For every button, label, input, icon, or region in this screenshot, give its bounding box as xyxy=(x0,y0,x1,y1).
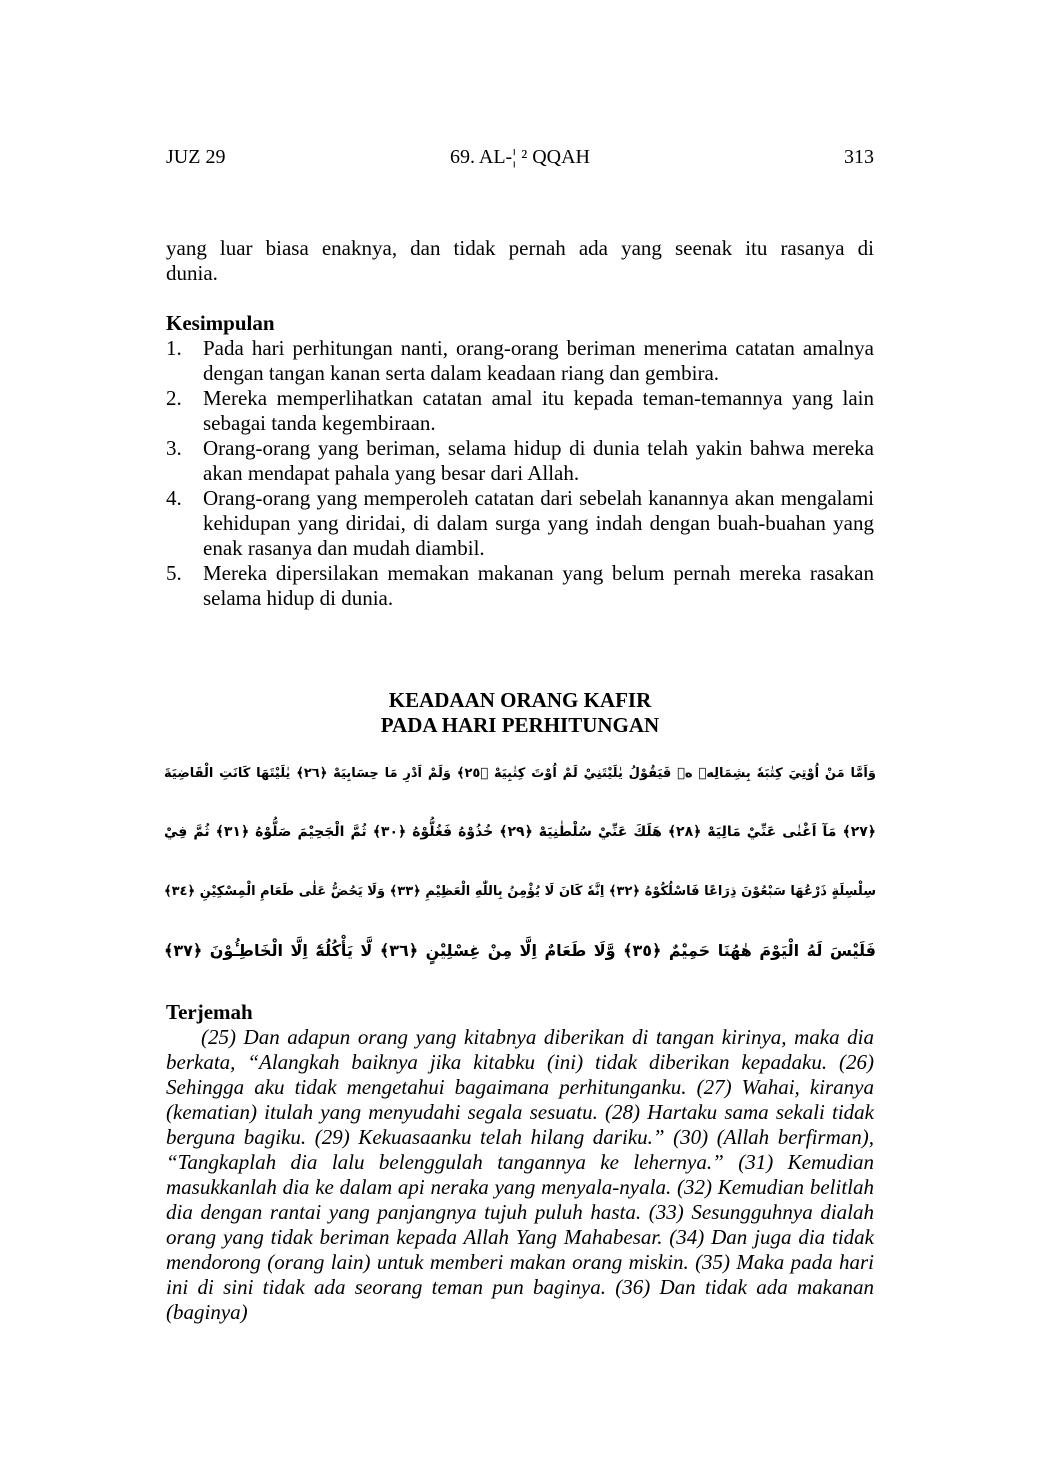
list-item-text: Pada hari perhitungan nanti, orang-orang beriman menerima catatan amalnya dengan tangan kanan serta dalam keadaan riang dan gembira. xyxy=(203,336,874,385)
surah-title: 69. AL-¦ ² QQAH xyxy=(450,146,590,168)
kesimpulan-heading: Kesimpulan xyxy=(166,311,275,335)
juz-label: JUZ 29 xyxy=(166,146,226,168)
terjemah-heading: Terjemah xyxy=(166,1000,253,1024)
terjemah-paragraph: (25) Dan adapun orang yang kitabnya diberikan di tangan kirinya, maka dia berkata, “Alangkah baiknya jika kitabku (ini) tidak diberikan kepadaku. (26) Sehingga aku tidak mengetahui bagaimana perhitunganku. (27) Wahai, kiranya (kematian) itulah yang menyudahi segala sesuatu. (28) Hartaku sama sekali tidak berguna bagiku. (29) Kekuasaanku telah hilang dariku.” (30) (Allah berfirman), “Tangkaplah dia lalu belenggulah tangannya ke lehernya.” (31) Kemudian masukkanlah dia ke dalam api neraka yang menyala-nyala. (32) Kemudian belitlah dia dengan rantai yang panjangnya tujuh puluh hasta. (33) Sesungguhnya dialah orang yang tidak beriman kepada Allah Yang Mahabesar. (34) Dan juga dia tidak mendorong (orang lain) untuk memberi makan orang miskin. (35) Maka pada hari ini di sini tidak ada seorang teman pun baginya. (36) Dan tidak ada makanan (baginya) xyxy=(166,1025,874,1324)
list-item-text: Orang-orang yang memperoleh catatan dari sebelah kanannya akan mengalami kehidupan yang diridai, di dalam surga yang indah dengan buah-buahan yang enak rasanya dan mudah diambil. xyxy=(203,486,874,560)
intro-line: dunia. xyxy=(166,261,218,285)
list-item-number: 2. xyxy=(166,386,182,410)
page-number: 313 xyxy=(844,146,874,168)
arabic-verses xyxy=(164,744,876,982)
page-header xyxy=(166,146,874,172)
list-item-number: 3. xyxy=(166,436,182,460)
list-item xyxy=(166,386,874,436)
list-item-text: Mereka dipersilakan memakan makanan yang belum pernah mereka rasakan selama hidup di dunia. xyxy=(203,561,874,610)
intro-line: yang luar biasa enaknya, dan tidak pernah ada yang seenak itu rasanya di xyxy=(166,236,874,260)
list-item-number: 5. xyxy=(166,561,182,585)
list-item-number: 1. xyxy=(166,336,182,360)
list-item-text: Orang-orang yang beriman, selama hidup di dunia telah yakin bahwa mereka akan mendapat pahala yang besar dari Allah. xyxy=(203,436,874,485)
arabic-verse-line: فَلَيْسَ لَهُ الْيَوْمَ هٰهُنَا حَمِيْمٌ ﴿٣٥﴾ وَّلَا طَعَامٌ اِلَّا مِنْ غِسْلِيْنٍ ﴿٣٦﴾ لَّا يَأْكُلُهٗٓ اِلَّا الْخَاطِـُٔوْنَ ﴿٣٧﴾ xyxy=(164,941,876,960)
intro-paragraph xyxy=(166,236,874,286)
section-title xyxy=(166,688,874,738)
list-item xyxy=(166,486,874,561)
arabic-verse-line: وَاَمَّا مَنْ اُوْتِيَ كِتٰبَهٗ بِشِمَالِهٖ ەۙ فَيَقُوْلُ يٰلَيْتَنِيْ لَمْ اُوْتَ كِتٰبِيَهْ ﴿٢٥﴾ وَلَمْ اَدْرِ مَا حِسَابِيَهْ ﴿٢٦﴾ يٰلَيْتَهَا كَانَتِ الْقَاضِيَةَ xyxy=(164,766,876,781)
kesimpulan-list xyxy=(166,336,874,611)
list-item xyxy=(166,436,874,486)
list-item xyxy=(166,561,874,611)
arabic-verse-line: ﴿٢٧﴾ مَآ اَغْنٰى عَنِّيْ مَالِيَهْ ﴿٢٨﴾ هَلَكَ عَنِّيْ سُلْطٰنِيَهْ ﴿٢٩﴾ خُذُوْهُ فَغُلُّوْهُ ﴿٣٠﴾ ثُمَّ الْجَحِيْمَ صَلُّوْهُ ﴿٣١﴾ ثُمَّ فِيْ xyxy=(164,824,876,840)
section-title-line: KEADAAN ORANG KAFIR xyxy=(388,688,652,712)
arabic-verse-line: سِلْسِلَةٍ ذَرْعُهَا سَبْعُوْنَ ذِرَاعًا فَاسْلُكُوْهُ ﴿٣٢﴾ اِنَّهٗ كَانَ لَا يُؤْمِنُ بِاللّٰهِ الْعَظِيْمِ ﴿٣٣﴾ وَلَا يَحُضُّ عَلٰى طَعَامِ الْمِسْكِيْنِ ﴿٣٤﴾ xyxy=(164,884,876,899)
list-item xyxy=(166,336,874,386)
section-title-line: PADA HARI PERHITUNGAN xyxy=(380,713,660,737)
list-item-text: Mereka memperlihatkan catatan amal itu kepada teman-temannya yang lain sebagai tanda kegembiraan. xyxy=(203,386,874,435)
list-item-number: 4. xyxy=(166,486,182,510)
